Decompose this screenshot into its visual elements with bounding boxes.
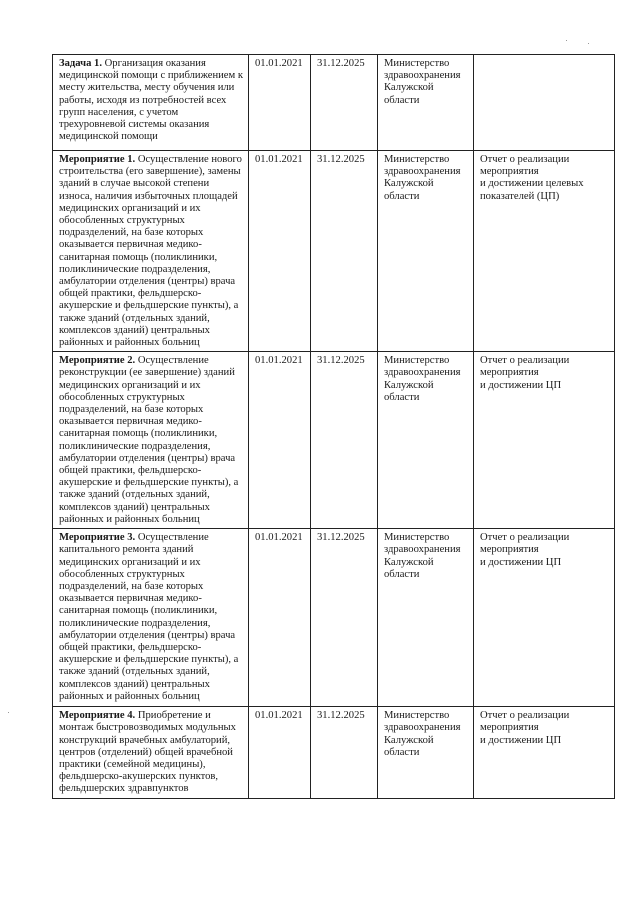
responsible-cell xyxy=(378,55,474,151)
report-cell xyxy=(474,151,615,352)
task-title: Задача 1. xyxy=(59,58,102,69)
table-row xyxy=(53,707,615,798)
table-row xyxy=(53,529,615,707)
responsible-cell xyxy=(378,529,474,707)
start-date-cell xyxy=(249,151,311,352)
report-cell xyxy=(474,529,615,707)
end-date: 31.12.2025 xyxy=(317,58,365,69)
responsible-org: Министерство здравоохранения Калужской области xyxy=(384,355,461,403)
measure-cell xyxy=(53,151,249,352)
report-cell xyxy=(474,55,615,151)
report-text: Отчет о реализации мероприятия и достижении ЦП xyxy=(480,355,570,391)
start-date: 01.01.2021 xyxy=(255,355,303,367)
report-text: Отчет о реализации мероприятия и достижении ЦП xyxy=(480,532,570,568)
end-date-cell xyxy=(311,352,378,529)
responsible-org: Министерство здравоохранения Калужской области xyxy=(384,710,461,758)
responsible-cell xyxy=(378,151,474,352)
start-date-cell xyxy=(249,529,311,707)
report-cell xyxy=(474,707,615,798)
measure-text: Осуществление нового строительства (его завершение), замены зданий в случае высокой степени износа, наличия избыточных площадей медицинских организаций и их обособленных структурных подразделений, на базе которых оказывается первичная медико-санитарная помощь (поликлиники, поликлинические подразделения, амбулатории отделения (центры) врача общей практики, фельдшерско-акушерские и фельдшерские пункты), а также зданий (отдельных зданий, комплексов зданий) центральных районных и районных больниц xyxy=(59,154,242,349)
measure-title: Мероприятие 2. xyxy=(59,355,136,367)
measure-cell xyxy=(53,529,249,707)
start-date-cell xyxy=(249,55,311,151)
scan-speck xyxy=(8,712,9,713)
responsible-cell xyxy=(378,707,474,798)
responsible-org: Министерство здравоохранения Калужской области xyxy=(384,154,461,202)
task-text: Организация оказания медицинской помощи с приближением к месту жительства, месту обучения или работы, исходя из потребностей всех групп населения, с учетом трехуровневой системы оказания медицинской помощи xyxy=(59,58,243,143)
report-text: Отчет о реализации мероприятия и достижении ЦП xyxy=(480,710,570,746)
responsible-org: Министерство здравоохранения Калужской области xyxy=(384,532,461,580)
measure-cell xyxy=(53,707,249,798)
scan-speck xyxy=(566,40,567,41)
measure-title: Мероприятие 1. xyxy=(59,154,136,165)
measure-text: Осуществление капитального ремонта зданий медицинских организаций и их обособленных структурных подразделений, на базе которых оказывается первичная медико-санитарная помощь (поликлиники, поликлинические подразделения, амбулатории отделения (центры) врача общей практики, фельдшерско-акушерские и фельдшерские пункты), а также зданий (отдельных зданий, комплексов зданий) центральных районных и районных больниц xyxy=(59,532,239,702)
start-date-cell xyxy=(249,352,311,529)
end-date: 31.12.2025 xyxy=(317,532,365,544)
task-cell xyxy=(53,55,249,151)
responsible-org: Министерство здравоохранения Калужской области xyxy=(384,58,461,106)
scan-speck xyxy=(588,43,589,44)
measure-title: Мероприятие 4. xyxy=(59,710,136,722)
end-date: 31.12.2025 xyxy=(317,154,365,165)
responsible-cell xyxy=(378,352,474,529)
end-date-cell xyxy=(311,151,378,352)
start-date-cell xyxy=(249,707,311,798)
end-date-cell xyxy=(311,529,378,707)
end-date: 31.12.2025 xyxy=(317,355,365,367)
end-date-cell xyxy=(311,707,378,798)
table-row xyxy=(53,352,615,529)
start-date: 01.01.2021 xyxy=(255,58,303,69)
report-text: Отчет о реализации мероприятия и достижении целевых показателей (ЦП) xyxy=(480,154,584,202)
start-date: 01.01.2021 xyxy=(255,710,303,722)
start-date: 01.01.2021 xyxy=(255,532,303,544)
end-date: 31.12.2025 xyxy=(317,710,365,722)
report-cell xyxy=(474,352,615,529)
table-row xyxy=(53,55,615,151)
measure-text: Приобретение и монтаж быстровозводимых модульных конструкций врачебных амбулаторий, центров (отделений) общей врачебной практики (семейной медицины), фельдшерско-акушерских пунктов, фельдшерских здравпунктов xyxy=(59,710,236,795)
measures-table xyxy=(52,54,615,799)
measure-text: Осуществление реконструкции (ее завершение) зданий медицинских организаций и их обособленных структурных подразделений, на базе которых оказывается первичная медико-санитарная помощь (поликлиники, поликлинические подразделения, амбулатории отделения (центры) врача общей практики, фельдшерско-акушерские и фельдшерские пункты), а также зданий (отдельных зданий, комплексов зданий) центральных районных и районных больниц xyxy=(59,355,239,525)
end-date-cell xyxy=(311,55,378,151)
measure-title: Мероприятие 3. xyxy=(59,532,136,544)
table-row xyxy=(53,151,615,352)
start-date: 01.01.2021 xyxy=(255,154,303,165)
measure-cell xyxy=(53,352,249,529)
